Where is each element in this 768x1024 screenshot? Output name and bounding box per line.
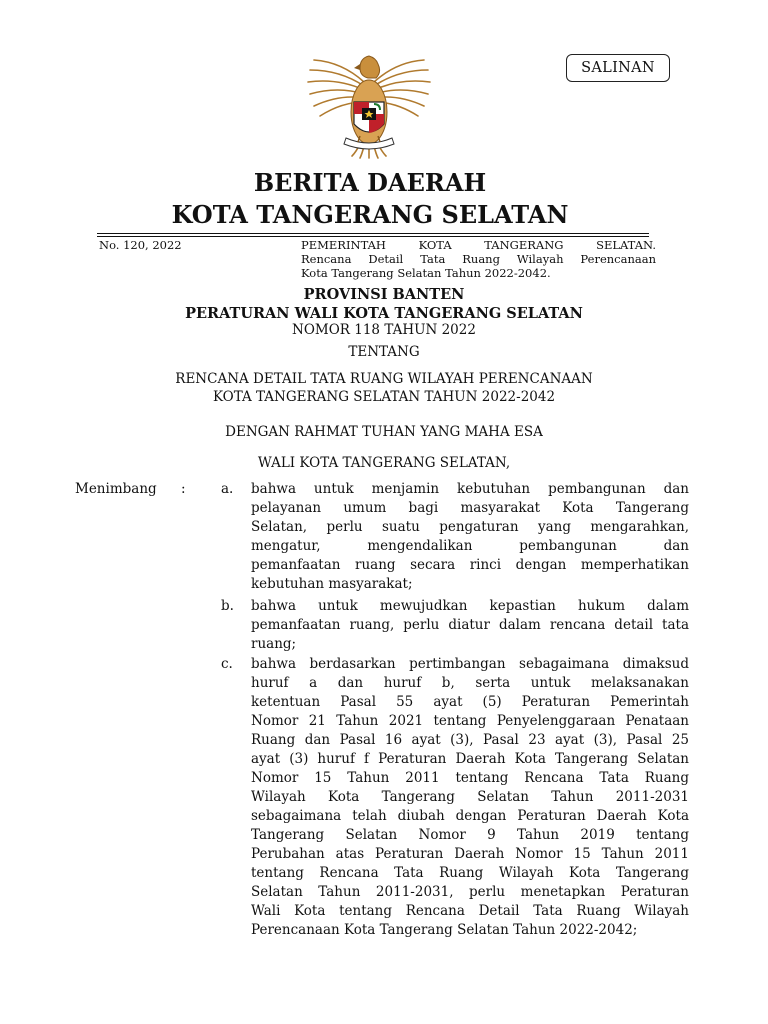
title-divider-inner: [97, 236, 649, 237]
regulation-heading: PERATURAN WALI KOTA TANGERANG SELATAN: [185, 305, 583, 322]
item-text-line: Wali Kota tentang Rencana Detail Tata Ruang Wilayah: [251, 903, 689, 919]
item-text-line: sebagaimana telah diubah dengan Peraturan Daerah Kota: [251, 808, 689, 824]
title-divider: [97, 233, 649, 234]
item-text-line: ketentuan Pasal 55 ayat (5) Peraturan Pemerintah: [251, 694, 689, 710]
item-text-line: Nomor 15 Tahun 2011 tentang Rencana Tata Ruang: [251, 770, 689, 786]
regulation-number: NOMOR 118 TAHUN 2022: [292, 322, 476, 338]
item-text: [251, 597, 689, 654]
item-text-line: Selatan, perlu suatu pengaturan yang mengarahkan,: [251, 519, 689, 535]
item-text: [251, 655, 689, 940]
gazette-summary: [301, 238, 656, 280]
item-text: [251, 480, 689, 594]
item-text-line: Tangerang Selatan Nomor 9 Tahun 2019 tentang: [251, 827, 689, 843]
item-text-line: mengatur, mengendalikan pembangunan dan: [251, 538, 689, 554]
item-text-line: Perubahan atas Peraturan Daerah Nomor 15 Tahun 2011: [251, 846, 689, 862]
item-text-line: Nomor 21 Tahun 2021 tentang Penyelenggaraan Penataan: [251, 713, 689, 729]
item-text-line: kebutuhan masyarakat;: [251, 576, 413, 592]
document-title-line-2: KOTA TANGERANG SELATAN: [171, 200, 569, 229]
item-text-line: Selatan Tahun 2011-2031, perlu menetapkan Peraturan: [251, 884, 689, 900]
gazette-number: No. 120, 2022: [99, 238, 182, 252]
considering-label: Menimbang: [75, 481, 157, 497]
item-text-line: Wilayah Kota Tangerang Selatan Tahun 2011-2031: [251, 789, 689, 805]
item-marker: b.: [221, 598, 234, 614]
item-text-line: bahwa berdasarkan pertimbangan sebagaimana dimaksud: [251, 656, 689, 672]
garuda-emblem-icon: [302, 52, 436, 164]
item-text-line: pelayanan umum bagi masyarakat Kota Tangerang: [251, 500, 689, 516]
item-text-line: pemanfaatan ruang secara rinci dengan memperhatikan: [251, 557, 689, 573]
item-text-line: Perencanaan Kota Tangerang Selatan Tahun 2022-2042;: [251, 922, 638, 938]
item-text-line: ruang;: [251, 636, 297, 652]
item-text-line: bahwa untuk mewujudkan kepastian hukum dalam: [251, 598, 689, 614]
item-text-line: huruf a dan huruf b, serta untuk melaksanakan: [251, 675, 689, 691]
salinan-stamp: SALINAN: [566, 54, 670, 82]
item-text-line: pemanfaatan ruang, perlu diatur dalam rencana detail tata: [251, 617, 689, 633]
gazette-summary-line: Rencana Detail Tata Ruang Wilayah Perencanaan: [301, 252, 656, 266]
authority-line: WALI KOTA TANGERANG SELATAN,: [257, 455, 511, 471]
subject-line-1: RENCANA DETAIL TATA RUANG WILAYAH PERENCANAAN: [175, 371, 593, 387]
blessing-line: DENGAN RAHMAT TUHAN YANG MAHA ESA: [225, 424, 543, 440]
item-text-line: ayat (3) huruf f Peraturan Daerah Kota Tangerang Selatan: [251, 751, 689, 767]
about-label: TENTANG: [348, 344, 420, 360]
subject-line-2: KOTA TANGERANG SELATAN TAHUN 2022-2042: [212, 389, 556, 405]
item-text-line: tentang Rencana Tata Ruang Wilayah Kota Tangerang: [251, 865, 689, 881]
considering-colon: :: [181, 481, 186, 497]
item-marker: a.: [221, 481, 234, 497]
gazette-summary-line: PEMERINTAH KOTA TANGERANG SELATAN.: [301, 238, 656, 252]
gazette-summary-line: Kota Tangerang Selatan Tahun 2022-2042.: [301, 266, 551, 280]
province-heading: PROVINSI BANTEN: [303, 286, 465, 303]
item-text-line: Ruang dan Pasal 16 ayat (3), Pasal 23 ayat (3), Pasal 25: [251, 732, 689, 748]
item-text-line: bahwa untuk menjamin kebutuhan pembangunan dan: [251, 481, 689, 497]
item-marker: c.: [221, 656, 233, 672]
document-title-line-1: BERITA DAERAH: [253, 168, 487, 197]
